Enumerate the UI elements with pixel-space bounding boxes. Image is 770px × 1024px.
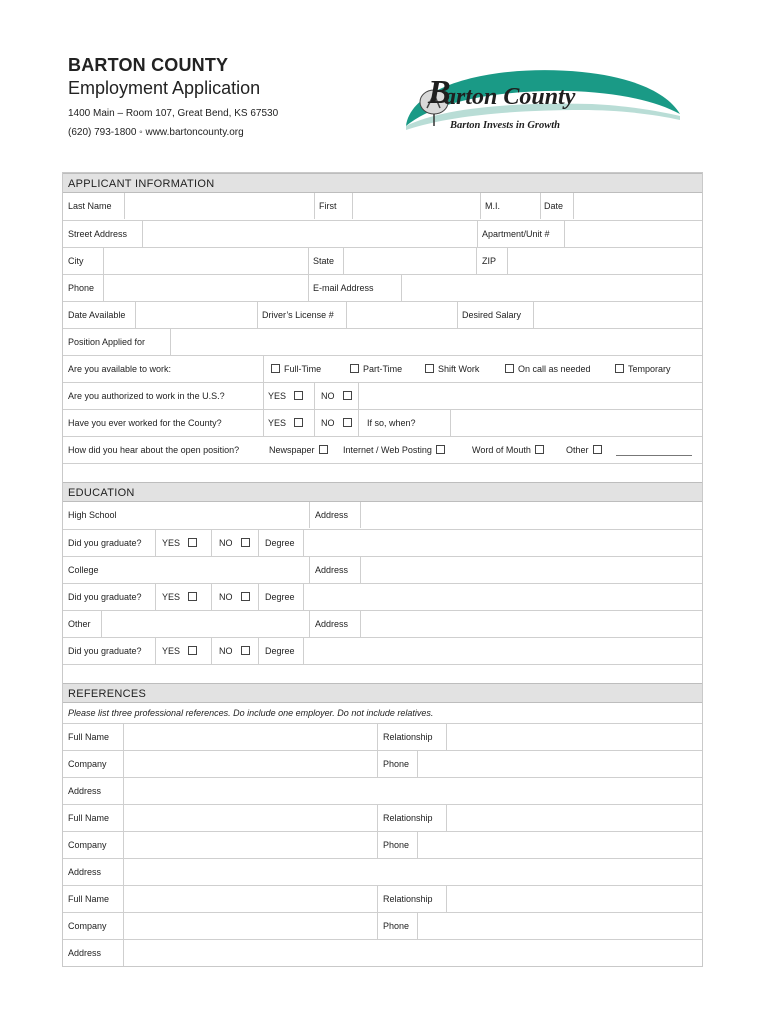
ref2-address-field[interactable] (123, 859, 703, 885)
if-so-when-field[interactable] (450, 410, 703, 436)
other-address-label: Address (315, 619, 349, 629)
ref-relationship-label: Relationship (383, 813, 433, 823)
college-label: College (68, 565, 99, 575)
checkbox-icon[interactable] (505, 364, 514, 373)
date-available-field[interactable] (135, 302, 257, 328)
form-row-ref2-name (63, 804, 702, 831)
ref-phone-label: Phone (383, 921, 410, 931)
graduate-label: Did you graduate? (68, 592, 142, 602)
checkbox-icon[interactable] (593, 445, 602, 454)
worked-county-label: Have you ever worked for the County? (68, 418, 222, 428)
ref-phone-label: Phone (383, 840, 410, 850)
drivers-license-label: Driver’s License # (262, 310, 334, 320)
worked-no-option[interactable]: NO (321, 410, 356, 436)
ref1-address-field[interactable] (123, 778, 703, 804)
form-row-ref1-name (63, 723, 702, 750)
shift-work-option[interactable]: Shift Work (421, 356, 479, 382)
page-subtitle: Employment Application (68, 78, 261, 98)
position-applied-field[interactable] (170, 329, 703, 355)
date-label: Date (544, 201, 564, 211)
references-note: Please list three professional references. Do include one employer. Do not include relatives. (68, 708, 434, 718)
checkbox-icon[interactable] (188, 592, 197, 601)
form-row-ref1-address (63, 777, 702, 804)
office-address: 1400 Main – Room 107, Great Bend, KS 67530 (68, 108, 279, 119)
ref2-company-field[interactable] (123, 832, 377, 858)
form-row-high-school (63, 502, 702, 529)
application-form (62, 172, 703, 967)
middle-initial-label: M.I. (485, 201, 500, 211)
form-row-how-hear (63, 436, 702, 463)
city-label: City (68, 256, 84, 266)
email-field[interactable] (401, 275, 703, 301)
available-to-work-label: Are you available to work: (68, 364, 172, 374)
authorized-label: Are you authorized to work in the U.S.? (68, 391, 225, 401)
email-label: E-mail Address (313, 283, 374, 293)
apartment-field[interactable] (564, 221, 703, 247)
form-row-position (63, 328, 702, 355)
zip-field[interactable] (507, 248, 703, 274)
checkbox-icon[interactable] (436, 445, 445, 454)
ref3-phone-field[interactable] (417, 913, 703, 939)
date-field[interactable] (573, 193, 703, 219)
ref1-full-name-field[interactable] (123, 724, 377, 750)
ref3-address-field[interactable] (123, 940, 703, 966)
checkbox-icon[interactable] (241, 646, 250, 655)
checkbox-icon[interactable] (294, 418, 303, 427)
ref2-full-name-field[interactable] (123, 805, 377, 831)
form-row-city (63, 247, 702, 274)
ref-company-label: Company (68, 921, 107, 931)
checkbox-icon[interactable] (615, 364, 624, 373)
phone-label: Phone (68, 283, 95, 293)
form-row-college-graduate (63, 583, 702, 610)
form-row-ref3-company (63, 912, 702, 939)
word-of-mouth-option[interactable]: Word of Mouth (472, 437, 548, 463)
newspaper-option[interactable]: Newspaper (269, 437, 332, 463)
form-row-worked-county (63, 409, 702, 436)
position-applied-label: Position Applied for (68, 337, 146, 347)
apartment-label: Apartment/Unit # (482, 229, 550, 239)
ref1-phone-field[interactable] (417, 751, 703, 777)
ref3-full-name-field[interactable] (123, 886, 377, 912)
other-no-option[interactable]: NO (219, 638, 254, 664)
checkbox-icon[interactable] (535, 445, 544, 454)
part-time-option[interactable]: Part-Time (346, 356, 402, 382)
form-row-ref1-company (63, 750, 702, 777)
other-degree-field[interactable] (303, 638, 703, 664)
hs-no-option[interactable]: NO (219, 530, 254, 556)
form-row-other-school (63, 610, 702, 637)
form-row-college (63, 556, 702, 583)
checkbox-icon[interactable] (188, 538, 197, 547)
ref-address-label: Address (68, 786, 102, 796)
checkbox-icon[interactable] (241, 592, 250, 601)
hs-degree-field[interactable] (303, 530, 703, 556)
barton-county-logo (392, 64, 682, 142)
if-so-when-label: If so, when? (367, 418, 416, 428)
on-call-option[interactable]: On call as needed (501, 356, 591, 382)
college-address-field[interactable] (360, 557, 703, 583)
desired-salary-label: Desired Salary (462, 310, 522, 320)
worked-yes-option[interactable]: YES (268, 410, 307, 436)
college-no-option[interactable]: NO (219, 584, 254, 610)
form-row-street (63, 220, 702, 247)
zip-label: ZIP (482, 256, 497, 266)
how-hear-label: How did you hear about the open position? (68, 445, 240, 455)
high-school-address-label: Address (315, 510, 349, 520)
ref-phone-label: Phone (383, 759, 410, 769)
other-school-field[interactable] (101, 611, 309, 637)
section-applicant-information: APPLICANT INFORMATION (63, 173, 702, 193)
form-row-ref2-company (63, 831, 702, 858)
date-available-label: Date Available (68, 310, 126, 320)
ref3-relationship-field[interactable] (446, 886, 703, 912)
form-row-work-availability (63, 355, 702, 382)
drivers-license-field[interactable] (346, 302, 457, 328)
authorized-yes-option[interactable]: YES (268, 383, 307, 409)
checkbox-icon[interactable] (350, 364, 359, 373)
other-school-label: Other (68, 619, 91, 629)
ref3-company-field[interactable] (123, 913, 377, 939)
phone-field[interactable] (103, 275, 308, 301)
form-row-name (63, 193, 702, 220)
svg-text:arton County: arton County (444, 84, 576, 110)
form-row-high-school-graduate (63, 529, 702, 556)
first-name-label: First (319, 201, 337, 211)
hs-yes-option[interactable]: YES (162, 530, 201, 556)
other-address-field[interactable] (360, 611, 703, 637)
first-name-field[interactable] (352, 193, 480, 219)
section-references: REFERENCES (63, 683, 702, 703)
checkbox-icon[interactable] (425, 364, 434, 373)
page-title: BARTON COUNTY (68, 55, 229, 75)
graduate-label: Did you graduate? (68, 538, 142, 548)
form-row-availability (63, 301, 702, 328)
ref-full-name-label: Full Name (68, 894, 110, 904)
ref-address-label: Address (68, 948, 102, 958)
city-field[interactable] (103, 248, 308, 274)
ref-relationship-label: Relationship (383, 732, 433, 742)
college-degree-label: Degree (265, 592, 295, 602)
graduate-label: Did you graduate? (68, 646, 142, 656)
svg-text:Barton Invests in Growth: Barton Invests in Growth (450, 120, 560, 131)
desired-salary-field[interactable] (533, 302, 703, 328)
other-yes-option[interactable]: YES (162, 638, 201, 664)
ref1-relationship-field[interactable] (446, 724, 703, 750)
street-address-field[interactable] (142, 221, 477, 247)
checkbox-icon[interactable] (241, 538, 250, 547)
high-school-address-field[interactable] (360, 502, 703, 528)
form-row-ref3-address (63, 939, 702, 966)
other-text-line[interactable] (616, 455, 692, 456)
checkbox-icon[interactable] (343, 391, 352, 400)
authorized-no-option[interactable]: NO (321, 383, 356, 409)
checkbox-icon[interactable] (319, 445, 328, 454)
checkbox-icon[interactable] (294, 391, 303, 400)
section-gap (63, 463, 702, 482)
form-row-other-graduate (63, 637, 702, 664)
other-degree-label: Degree (265, 646, 295, 656)
ref2-relationship-field[interactable] (446, 805, 703, 831)
svg-text:B: B (428, 74, 451, 111)
checkbox-icon[interactable] (343, 418, 352, 427)
ref-full-name-label: Full Name (68, 732, 110, 742)
ref-full-name-label: Full Name (68, 813, 110, 823)
full-time-option[interactable]: Full-Time (267, 356, 321, 382)
ref-address-label: Address (68, 867, 102, 877)
college-degree-field[interactable] (303, 584, 703, 610)
state-field[interactable] (343, 248, 476, 274)
ref-relationship-label: Relationship (383, 894, 433, 904)
form-row-ref2-address (63, 858, 702, 885)
temporary-option[interactable]: Temporary (611, 356, 671, 382)
hs-degree-label: Degree (265, 538, 295, 548)
ref1-company-field[interactable] (123, 751, 377, 777)
section-gap (63, 664, 702, 683)
college-address-label: Address (315, 565, 349, 575)
college-yes-option[interactable]: YES (162, 584, 201, 610)
office-phone-web: (620) 793-1800 ◦ www.bartoncounty.org (68, 127, 244, 138)
form-row-ref3-name (63, 885, 702, 912)
ref2-phone-field[interactable] (417, 832, 703, 858)
state-label: State (313, 256, 335, 266)
ref-company-label: Company (68, 840, 107, 850)
form-row-authorized (63, 382, 702, 409)
street-address-label: Street Address (68, 229, 128, 239)
last-name-field[interactable] (124, 193, 314, 219)
other-option[interactable]: Other (566, 437, 606, 463)
checkbox-icon[interactable] (188, 646, 197, 655)
last-name-label: Last Name (68, 201, 112, 211)
internet-option[interactable]: Internet / Web Posting (343, 437, 449, 463)
ref-company-label: Company (68, 759, 107, 769)
checkbox-icon[interactable] (271, 364, 280, 373)
section-education: EDUCATION (63, 482, 702, 502)
high-school-label: High School (68, 510, 117, 520)
form-row-phone (63, 274, 702, 301)
